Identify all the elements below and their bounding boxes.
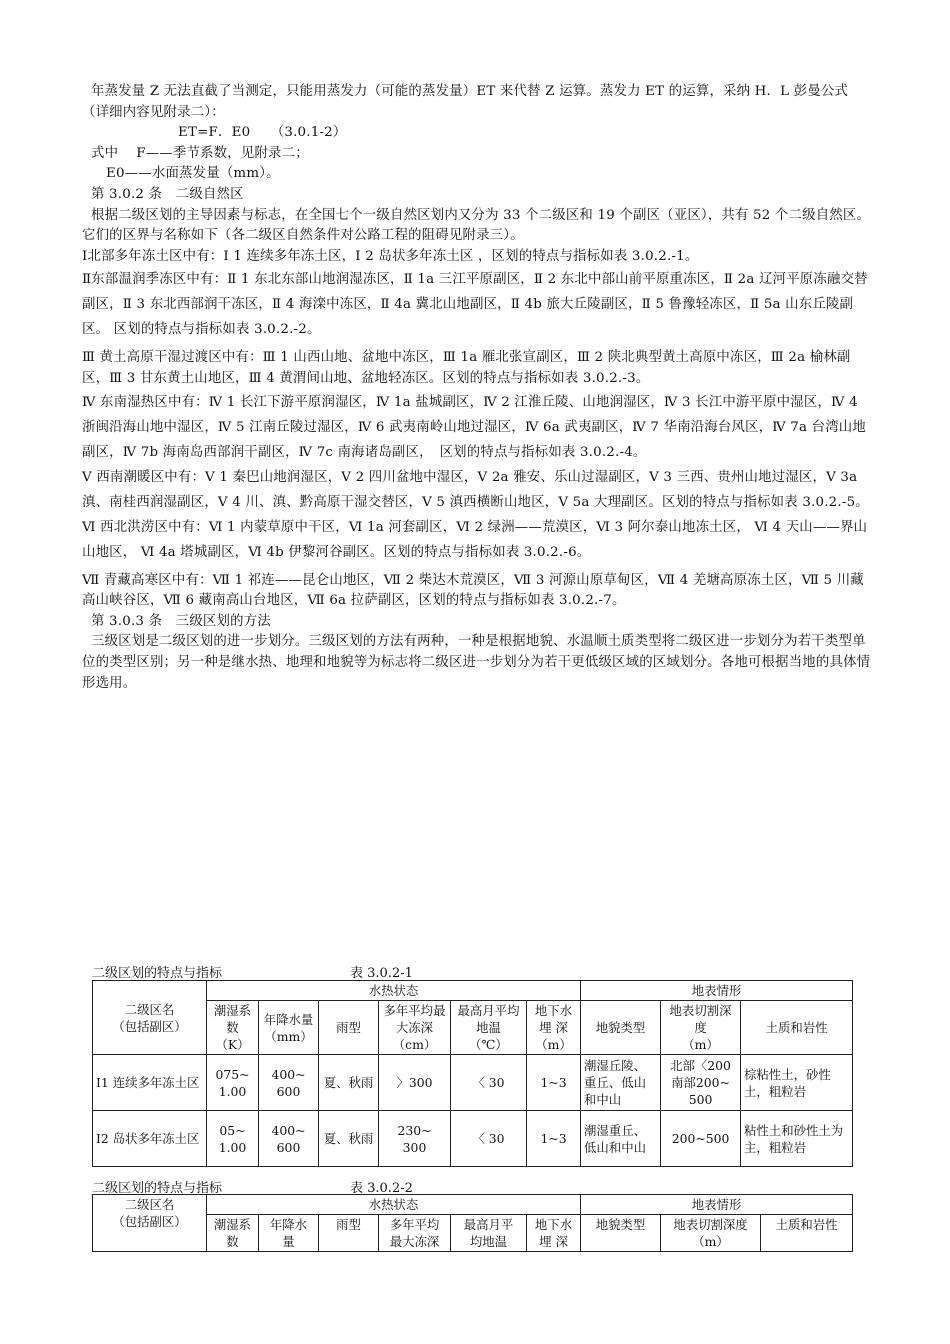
- table1-cell-name: Ⅰ2 岛状多年冻土区: [93, 1111, 207, 1167]
- table1-number: 表 3.0.2-1: [350, 966, 413, 981]
- table1-cell-raintype: 夏、秋雨: [319, 1111, 379, 1167]
- table2-title: 二级区划的特点与指标: [92, 1181, 223, 1196]
- section-heading-3-0-2: 第 3.0.2 条 二级自然区: [91, 186, 244, 202]
- table2-group-surface: 地表情形: [581, 1195, 853, 1215]
- body-text: [82, 82, 872, 694]
- table1-cell-landform: 潮湿重丘、低山和中山: [581, 1111, 661, 1167]
- table1-cell-temp: 〈 30: [451, 1111, 527, 1167]
- region-ii: Ⅱ东部温润季冻区中有：Ⅱ 1 东北东部山地润湿冻区，Ⅱ 1a 三江平原副区，Ⅱ 2 东北中部山前平原重冻区，Ⅱ 2a 辽河平原冻融交替副区，Ⅱ 3 东北西部润干冻区，Ⅱ 4 海滦中冻区，Ⅱ 4a 冀北山地副区，Ⅱ 4b 旅大丘陵副区，Ⅱ 5 鲁豫轻冻区，Ⅱ 5a 山东丘陵副区。 区划的特点与指标如表 3.0.2.-2。: [82, 272, 868, 338]
- table1-cell-water: 1~3: [527, 1111, 581, 1167]
- table1-header-cut: 地表切割深度 （m）: [661, 1001, 741, 1055]
- region-vi: Ⅵ 西北洪涝区中有：Ⅵ 1 内蒙草原中干区，Ⅵ 1a 河套副区，Ⅵ 2 绿洲——荒漠区，Ⅵ 3 阿尔泰山地冻土区， Ⅵ 4 天山——界山山地区， Ⅵ 4a 塔城副区，Ⅵ 4b 伊黎河谷副区。区划的特点与指标如表 3.0.2.-6。: [82, 519, 868, 560]
- table1-cell-water: 1~3: [527, 1055, 581, 1111]
- region-i: Ⅰ北部多年冻土区中有：Ⅰ 1 连续多年冻土区，Ⅰ 2 岛状多年冻土区 ，区划的特点与指标如表 3.0.2.-1。: [82, 248, 699, 264]
- table1-caption: [92, 962, 413, 981]
- table1-cell-temp: 〈 30: [451, 1055, 527, 1111]
- table1-cell-name: Ⅰ1 连续多年冻土区: [93, 1055, 207, 1111]
- table1-cell-cut: 200~500: [661, 1111, 741, 1167]
- formula-line: ET=F．E0 （3.0.1-2）: [178, 125, 347, 141]
- table2-header-rain: 年降水 量: [259, 1215, 319, 1252]
- table1-header-landform: 地貌类型: [581, 1001, 661, 1055]
- table1-cell-raintype: 夏、秋雨: [319, 1055, 379, 1111]
- region-iv: Ⅳ 东南湿热区中有：Ⅳ 1 长江下游平原润湿区，Ⅳ 1a 盐城副区，Ⅳ 2 江淮丘陵、山地润湿区，Ⅳ 3 长江中游平原中湿区，Ⅳ 4 浙闽沿海山地中湿区，Ⅳ 5 江南丘陵过湿区，Ⅳ 6 武夷南岭山地过湿区，Ⅳ 6a 武夷副区，Ⅳ 7 华南沿海台风区，Ⅳ 7a 台湾山地副区，Ⅳ 7b 海南岛西部润干副区，Ⅳ 7c 南海诸岛副区， 区划的特点与指标如表 3.0.2.-4。: [82, 394, 866, 460]
- region-v: Ⅴ 西南潮暖区中有：Ⅴ 1 秦巴山地润湿区，Ⅴ 2 四川盆地中湿区，Ⅴ 2a 雅安、乐山过湿副区，Ⅴ 3 三西、贵州山地过湿区，Ⅴ 3a 滇、南桂西润湿副区，Ⅴ 4 川、滇、黔高原干湿交替区，Ⅴ 5 滇西横断山地区，Ⅴ 5a 大理副区。区划的特点与指标如表 3.0.2.-5。: [82, 469, 869, 510]
- table1-cell-frost: 230~ 300: [379, 1111, 451, 1167]
- table1-cell-k: 075~ 1.00: [207, 1055, 259, 1111]
- table1-header-water: 地下水埋 深 （m）: [527, 1001, 581, 1055]
- table2-number: 表 3.0.2-2: [350, 1181, 413, 1196]
- table2-group-water: 水热状态: [207, 1195, 581, 1215]
- section-heading-3-0-3: 第 3.0.3 条 三级区划的方法: [91, 613, 271, 629]
- formula-note-e0: E0——水面蒸发量（mm）。: [106, 166, 280, 182]
- region-iii: Ⅲ 黄土高原干湿过渡区中有：Ⅲ 1 山西山地、盆地中冻区，Ⅲ 1a 雁北张宣副区，Ⅲ 2 陕北典型黄土高原中冻区，Ⅲ 2a 榆林副区，Ⅲ 3 甘东黄土山地区，Ⅲ 4 黄渭间山地、盆地轻冻区。区划的特点与指标如表 3.0.2.-3。: [82, 350, 851, 386]
- table2-header-frost: 多年平均 最大冻深: [379, 1215, 451, 1252]
- table2: [92, 1194, 853, 1252]
- table1-group-surface: 地表情形: [581, 981, 853, 1001]
- table1-header-temp: 最高月平均地温 （℃）: [451, 1001, 527, 1055]
- table1-cell-k: 05~ 1.00: [207, 1111, 259, 1167]
- table2-header-name: 二级区名 （包括副区）: [93, 1195, 207, 1252]
- table1-header-rain: 年降水量 （mm）: [259, 1001, 319, 1055]
- table1-group-water: 水热状态: [207, 981, 581, 1001]
- table1: [92, 980, 853, 1167]
- table1-cell-soil: 棕粘性土，砂性土，粗粒岩: [741, 1055, 853, 1111]
- paragraph-intro: 根据二级区划的主导因素与标志，在全国七个一级自然区划内又分为 33 个二级区和 19 个副区（亚区），共有 52 个二级自然区。它们的区界与名称如下（各二级区自然条件对公路工程的阻碍见附录三）。: [82, 207, 871, 244]
- table1-title: 二级区划的特点与指标: [92, 966, 223, 981]
- table1-cell-frost: 〉300: [379, 1055, 451, 1111]
- table1-header-frost: 多年平均最大冻深 （cm）: [379, 1001, 451, 1055]
- formula-note-f: 式中 F——季节系数，见附录二；: [91, 145, 309, 161]
- table1-cell-soil: 粘性土和砂性土为主，粗粒岩: [741, 1111, 853, 1167]
- table1-cell-rain: 400~ 600: [259, 1111, 319, 1167]
- table1-cell-rain: 400~ 600: [259, 1055, 319, 1111]
- paragraph-third-level: 三级区划是二级区划的进一步划分。三级区划的方法有两种，一种是根据地貌、水温顺土质类型将二级区进一步划分为若干类型单位的类型区别；另一种是继水热、地理和地貌等为标志将二级区进一步划分为若干更低级区域的区域划分。各地可根据当地的具体情形选用。: [82, 634, 871, 691]
- table1-header-k: 潮湿系数 （K）: [207, 1001, 259, 1055]
- table1-header-soil: 土质和岩性: [741, 1001, 853, 1055]
- table2-header-landform: 地貌类型: [581, 1215, 661, 1252]
- table2-header-raintype: 雨型: [319, 1215, 379, 1252]
- paragraph-evaporation: 年蒸发量 Z 无法直截了当测定，只能用蒸发力（可能的蒸发量）ET 来代替 Z 运算。蒸发力 ET 的运算，采纳 H．L 彭曼公式（详细内容见附录二）：: [82, 84, 849, 120]
- region-vii: Ⅶ 青藏高寒区中有：Ⅶ 1 祁连——昆仑山地区，Ⅶ 2 柴达木荒漠区，Ⅶ 3 河源山原草甸区，Ⅶ 4 羌塘高原冻土区，Ⅶ 5 川藏高山峡谷区，Ⅶ 6 藏南高山台地区，Ⅶ 6a 拉萨副区，区划的特点与指标如表 3.0.2.-7。: [82, 572, 864, 609]
- table2-header-water: 地下水 埋 深: [527, 1215, 581, 1252]
- table2-header-cut: 地表切割深度 （m）: [661, 1215, 761, 1252]
- table1-cell-landform: 潮湿丘陵、重丘、低山和中山: [581, 1055, 661, 1111]
- table-row: [93, 1055, 853, 1111]
- table2-header-k: 潮湿系 数: [207, 1215, 259, 1252]
- table1-header-name: 二级区名 （包括副区）: [93, 981, 207, 1055]
- table2-header-soil: 土质和岩性: [761, 1215, 853, 1252]
- table-row: [93, 1111, 853, 1167]
- table1-header-raintype: 雨型: [319, 1001, 379, 1055]
- table1-cell-cut: 北部〈200 南部200~ 500: [661, 1055, 741, 1111]
- table2-header-temp: 最高月平 均地温: [451, 1215, 527, 1252]
